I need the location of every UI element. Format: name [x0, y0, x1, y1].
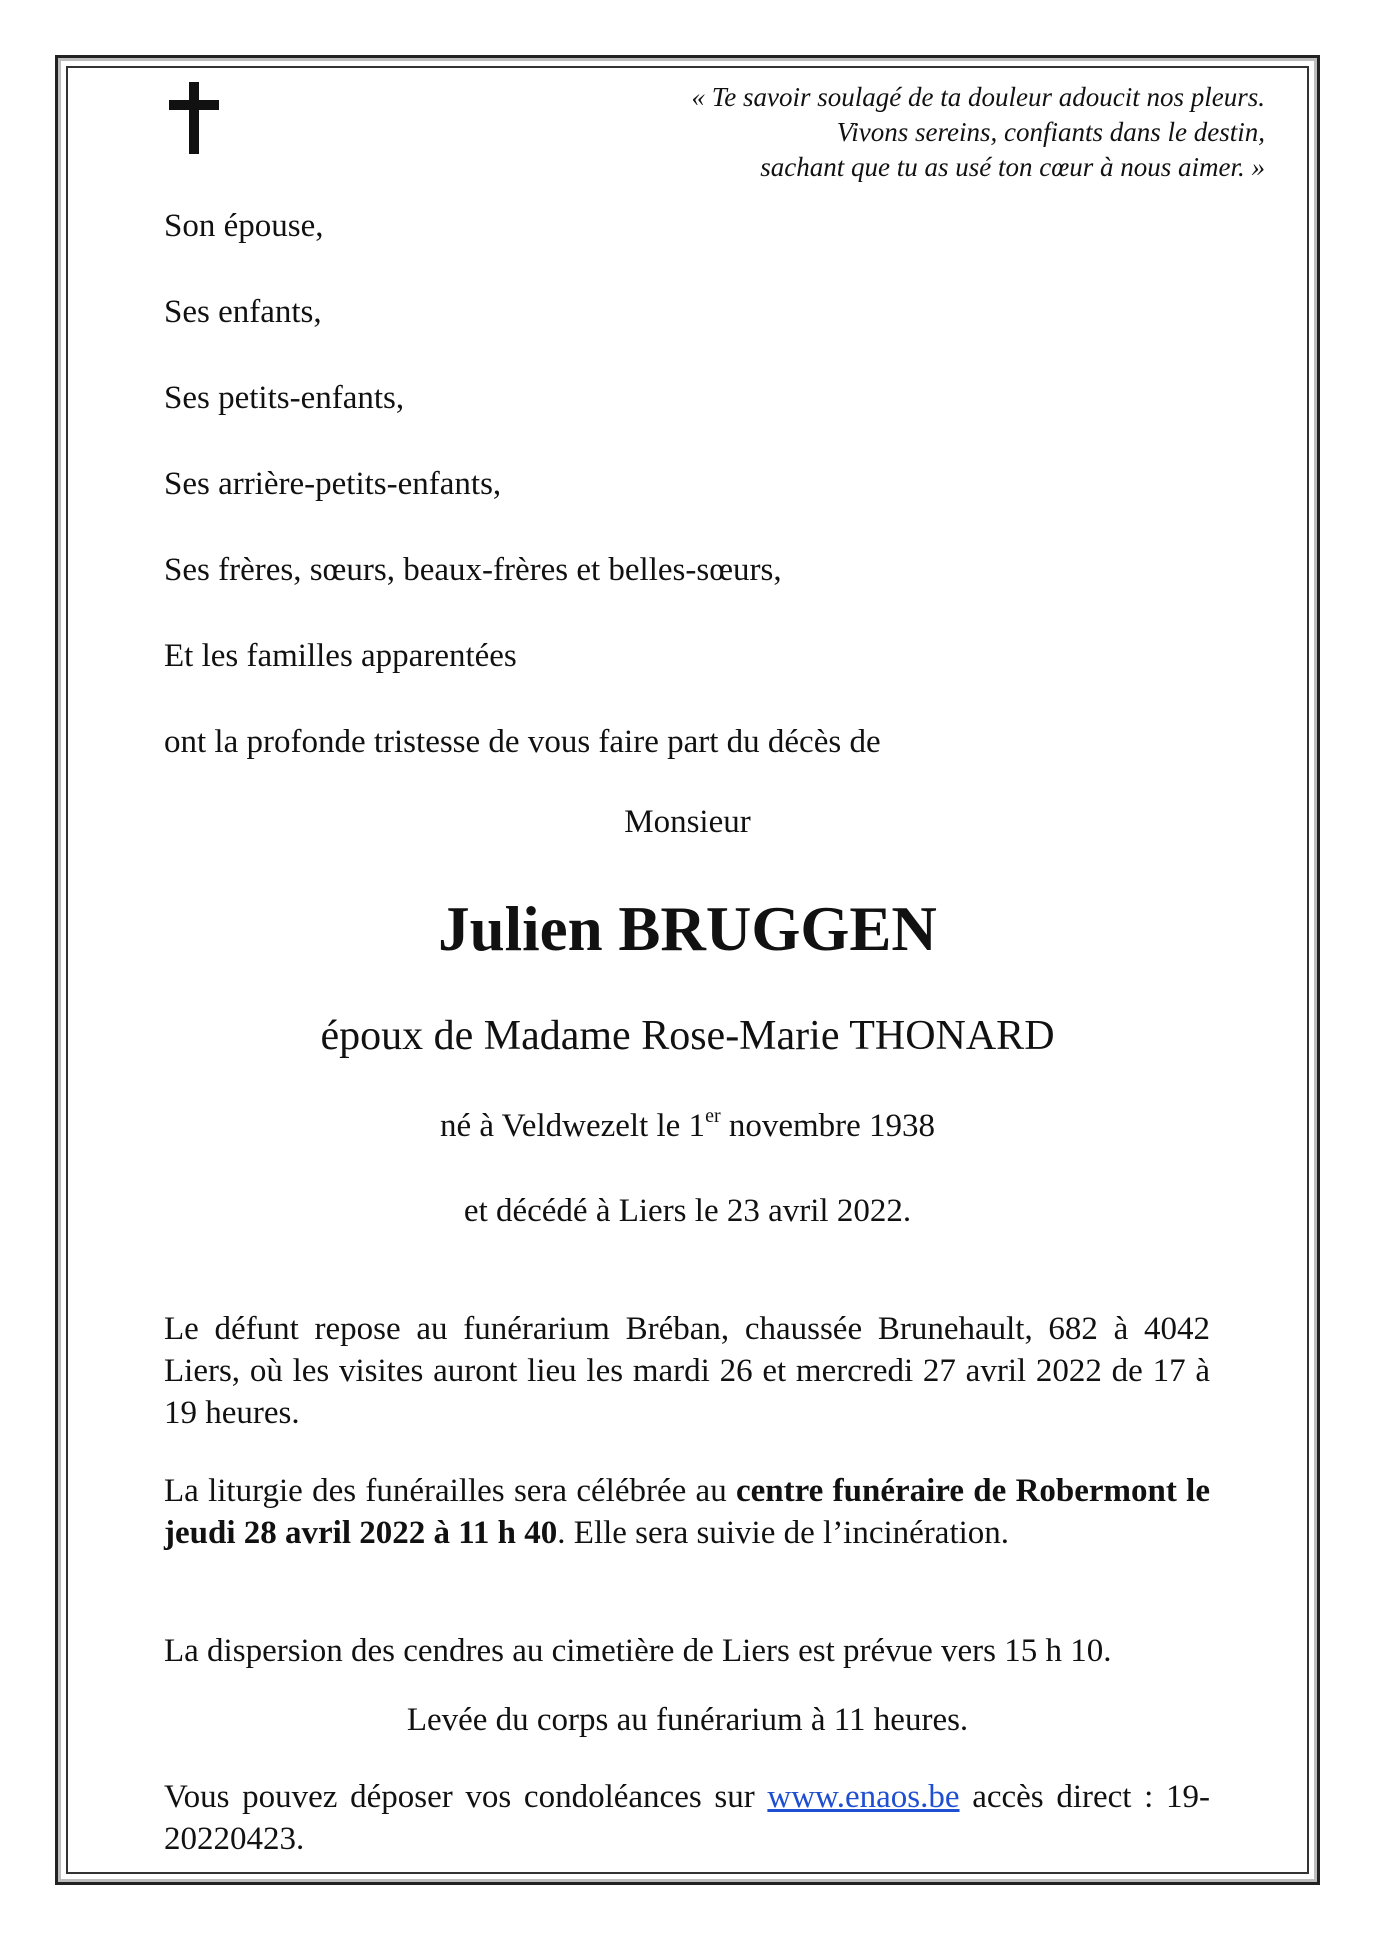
quote-line-2: Vivons sereins, confiants dans le destin,	[836, 117, 1265, 147]
deceased-name: Julien BRUGGEN	[438, 894, 937, 964]
family-line: Son épouse,	[164, 208, 324, 244]
visitation-paragraph: Le défunt repose au funérarium Bréban, chaussée Brunehault, 682 à 4042 Liers, où les visites auront lieu les mardi 26 et mercredi 27 avril 2022 de 17 à 19 heures.	[164, 1311, 1210, 1431]
liturgy-intro: La liturgie des funérailles sera célébrée au	[164, 1473, 736, 1509]
family-line: Et les familles apparentées	[164, 638, 517, 674]
announcement-line: ont la profonde tristesse de vous faire part du décès de	[164, 724, 881, 760]
birth-prefix: né à Veldwezelt le 1	[439, 1108, 706, 1144]
birth-suffix: novembre 1938	[720, 1108, 936, 1144]
liturgy-outro: . Elle sera suivie de l’incinération.	[557, 1515, 1010, 1551]
honorific: Monsieur	[624, 804, 751, 840]
birth-line	[55, 1105, 1320, 1145]
condolences-outro: accès direct : 19-20220423.	[164, 1779, 1210, 1857]
epitaph-quote	[692, 80, 1266, 185]
death-line: et décédé à Liers le 23 avril 2022.	[463, 1193, 912, 1229]
quote-line-1: « Te savoir soulagé de ta douleur adoucit nos pleurs.	[691, 82, 1265, 112]
quote-line-3: sachant que tu as usé ton cœur à nous aimer. »	[760, 152, 1265, 182]
dispersion-paragraph: La dispersion des cendres au cimetière de Liers est prévue vers 15 h 10.	[164, 1633, 1112, 1669]
inner-border	[66, 66, 1309, 1874]
liturgy-paragraph	[164, 1470, 1210, 1554]
birth-ordinal: er	[705, 1105, 721, 1127]
family-line: Ses enfants,	[164, 294, 322, 330]
family-line: Ses arrière-petits-enfants,	[164, 466, 502, 502]
family-line: Ses frères, sœurs, beaux-frères et belles-sœurs,	[164, 552, 782, 588]
spouse-line: époux de Madame Rose-Marie THONARD	[320, 1013, 1055, 1059]
liturgy-place-time: centre funéraire de Robermont le jeudi 28 avril 2022 à 11 h 40	[164, 1473, 1210, 1551]
condolences-link[interactable]: www.enaos.be	[767, 1779, 960, 1815]
levee-line: Levée du corps au funérarium à 11 heures.	[406, 1702, 969, 1738]
condolences-intro: Vous pouvez déposer vos condoléances sur	[164, 1779, 768, 1815]
family-line: Ses petits-enfants,	[164, 380, 405, 416]
cross-icon	[165, 82, 223, 154]
condolences-paragraph	[164, 1776, 1210, 1860]
